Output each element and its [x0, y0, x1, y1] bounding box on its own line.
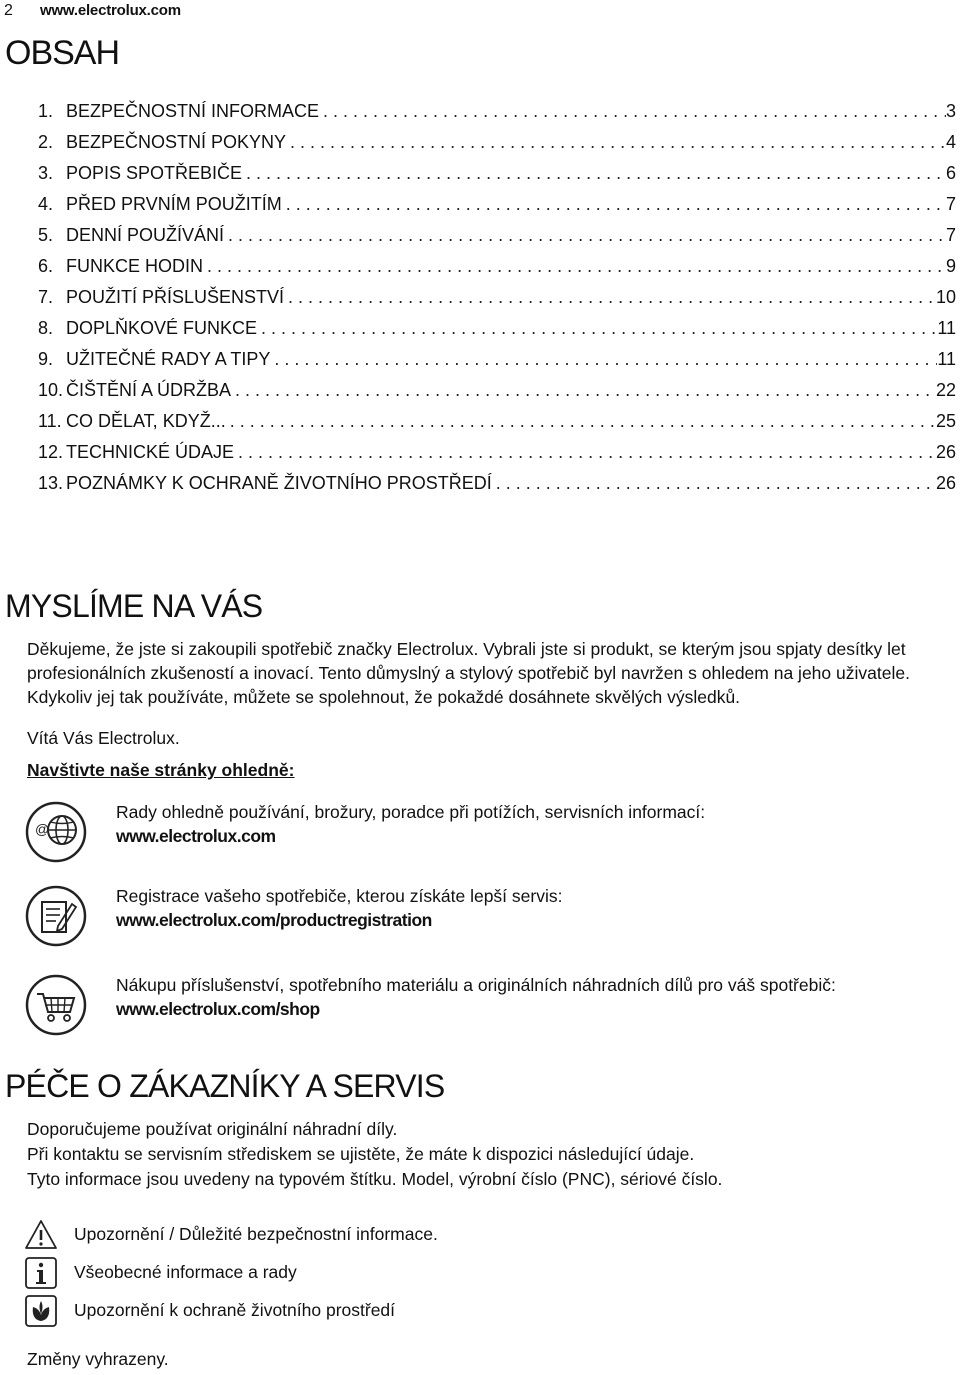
warning-icon [24, 1218, 58, 1252]
link-description: Registrace vašeho spotřebiče, kterou získáte lepší servis: [116, 886, 563, 906]
toc-title: POZNÁMKY K OCHRANĚ ŽIVOTNÍHO PROSTŘEDÍ [66, 473, 492, 493]
svg-text:@: @ [35, 821, 50, 837]
intro-paragraph: Děkujeme, že jste si zakoupili spotřebič značky Electrolux. Vybrali jste si produkt, se kterým jsou spjaty desítky let profesionálních zkušeností a inovací. Tento důmyslný a stylový spotřebič byl navržen s ohledem na jeho uživatele. Kdykoliv jej tak používáte, můžete se spolehnout, že pokaždé dosáhnete skvělých výsledků. [27, 639, 910, 707]
toc-title: CO DĚLAT, KDYŽ... [66, 411, 226, 431]
toc-page: 10 [935, 287, 956, 307]
legend-text: Upozornění / Důležité bezpečnostní informace. [74, 1224, 438, 1244]
section-heading-care: PÉČE O ZÁKAZNÍKY A SERVIS [5, 1068, 445, 1104]
toc-item[interactable] [38, 158, 956, 189]
toc-number: 4. [38, 194, 54, 214]
toc-leader [282, 189, 946, 220]
legend-row-environment [24, 1294, 624, 1328]
page-header [4, 0, 181, 22]
toc-item[interactable] [38, 406, 956, 437]
toc-number: 11. [38, 411, 62, 431]
changes-note: Změny vyhrazeny. [27, 1349, 169, 1369]
toc-number: 8. [38, 318, 54, 338]
toc-title: UŽITEČNÉ RADY A TIPY [66, 349, 271, 369]
toc-number: 6. [38, 256, 54, 276]
toc-leader [224, 220, 946, 251]
link-description: Rady ohledně používání, brožury, poradce při potížích, servisních informací: [116, 802, 706, 822]
toc-page: 7 [945, 225, 956, 245]
toc-number: 12. [38, 442, 64, 462]
globe-at-icon [24, 800, 88, 864]
toc-number: 1. [38, 101, 54, 121]
toc-leader [319, 96, 946, 127]
link-row-registration [24, 884, 944, 954]
toc-leader [286, 127, 946, 158]
toc-leader [492, 468, 936, 499]
toc-leader [234, 437, 936, 468]
toc-number: 13. [38, 473, 64, 493]
toc-page: 4 [945, 132, 956, 152]
toc-item[interactable] [38, 375, 956, 406]
toc-item[interactable] [38, 220, 956, 251]
care-line: Doporučujeme používat originální náhradní díly. [27, 1119, 398, 1139]
toc-item[interactable] [38, 251, 956, 282]
welcome-text: Vítá Vás Electrolux. [27, 728, 180, 748]
toc-leader [226, 406, 936, 437]
toc-number: 3. [38, 163, 54, 183]
toc-page: 26 [935, 473, 956, 493]
toc-item[interactable] [38, 127, 956, 158]
toc-leader [242, 158, 946, 189]
toc-title: DENNÍ POUŽÍVÁNÍ [66, 225, 225, 245]
toc-title: DOPLŇKOVÉ FUNKCE [66, 318, 258, 338]
link-url[interactable]: www.electrolux.com/productregistration [116, 910, 432, 930]
page-number: 2 [4, 2, 13, 19]
toc-title: BEZPEČNOSTNÍ INFORMACE [66, 101, 320, 121]
toc-page: 11 [937, 318, 956, 338]
toc-page: 11 [937, 349, 956, 369]
toc-leader [270, 344, 937, 375]
table-of-contents [38, 96, 956, 499]
toc-leader [231, 375, 936, 406]
info-icon [24, 1256, 58, 1290]
legend-row-info [24, 1256, 624, 1290]
toc-number: 2. [38, 132, 54, 152]
toc-leader [203, 251, 946, 282]
legend-text: Všeobecné informace a rady [74, 1262, 297, 1282]
toc-page: 6 [945, 163, 956, 183]
site-url[interactable]: www.electrolux.com [40, 2, 181, 19]
link-url[interactable]: www.electrolux.com/shop [116, 999, 320, 1019]
care-line: Při kontaktu se servisním střediskem se ujistěte, že máte k dispozici následující údaje. [27, 1144, 695, 1164]
legend-text: Upozornění k ochraně životního prostředí [74, 1300, 396, 1320]
toc-page: 25 [935, 411, 956, 431]
legend-row-warning [24, 1218, 624, 1252]
toc-number: 7. [38, 287, 54, 307]
toc-page: 3 [945, 101, 956, 121]
toc-page: 26 [935, 442, 956, 462]
toc-item[interactable] [38, 189, 956, 220]
toc-item[interactable] [38, 437, 956, 468]
page-title: OBSAH [5, 34, 120, 72]
care-text [27, 1117, 722, 1192]
section-heading-thinking: MYSLÍME NA VÁS [5, 588, 263, 624]
toc-item[interactable] [38, 96, 956, 127]
shopping-cart-icon [24, 973, 88, 1037]
care-line: Tyto informace jsou uvedeny na typovém štítku. Model, výrobní číslo (PNC), sériové číslo. [27, 1169, 723, 1189]
toc-title: FUNKCE HODIN [66, 256, 204, 276]
toc-title: BEZPEČNOSTNÍ POKYNY [66, 132, 287, 152]
toc-title: TECHNICKÉ ÚDAJE [66, 442, 235, 462]
link-row-support [24, 800, 944, 870]
toc-page: 9 [945, 256, 956, 276]
toc-leader [257, 313, 937, 344]
registration-form-icon [24, 884, 88, 948]
toc-item[interactable] [38, 282, 956, 313]
toc-title: PŘED PRVNÍM POUŽITÍM [66, 194, 282, 214]
toc-item[interactable] [38, 313, 956, 344]
toc-item[interactable] [38, 344, 956, 375]
toc-number: 9. [38, 349, 54, 369]
toc-title: POPIS SPOTŘEBIČE [66, 163, 243, 183]
toc-title: ČIŠTĚNÍ A ÚDRŽBA [66, 380, 232, 400]
link-description: Nákupu příslušenství, spotřebního materiálu a originálních náhradních dílů pro váš spotřebič: [116, 975, 836, 995]
toc-page: 7 [945, 194, 956, 214]
toc-page: 22 [935, 380, 956, 400]
toc-leader [284, 282, 936, 313]
link-row-shop [24, 973, 944, 1043]
toc-item[interactable] [38, 468, 956, 499]
link-url[interactable]: www.electrolux.com [116, 826, 276, 846]
toc-number: 5. [38, 225, 54, 245]
environment-icon [24, 1294, 58, 1328]
visit-heading: Navštivte naše stránky ohledně: [27, 760, 295, 780]
toc-number: 10. [38, 380, 64, 400]
toc-title: POUŽITÍ PŘÍSLUŠENSTVÍ [66, 287, 285, 307]
